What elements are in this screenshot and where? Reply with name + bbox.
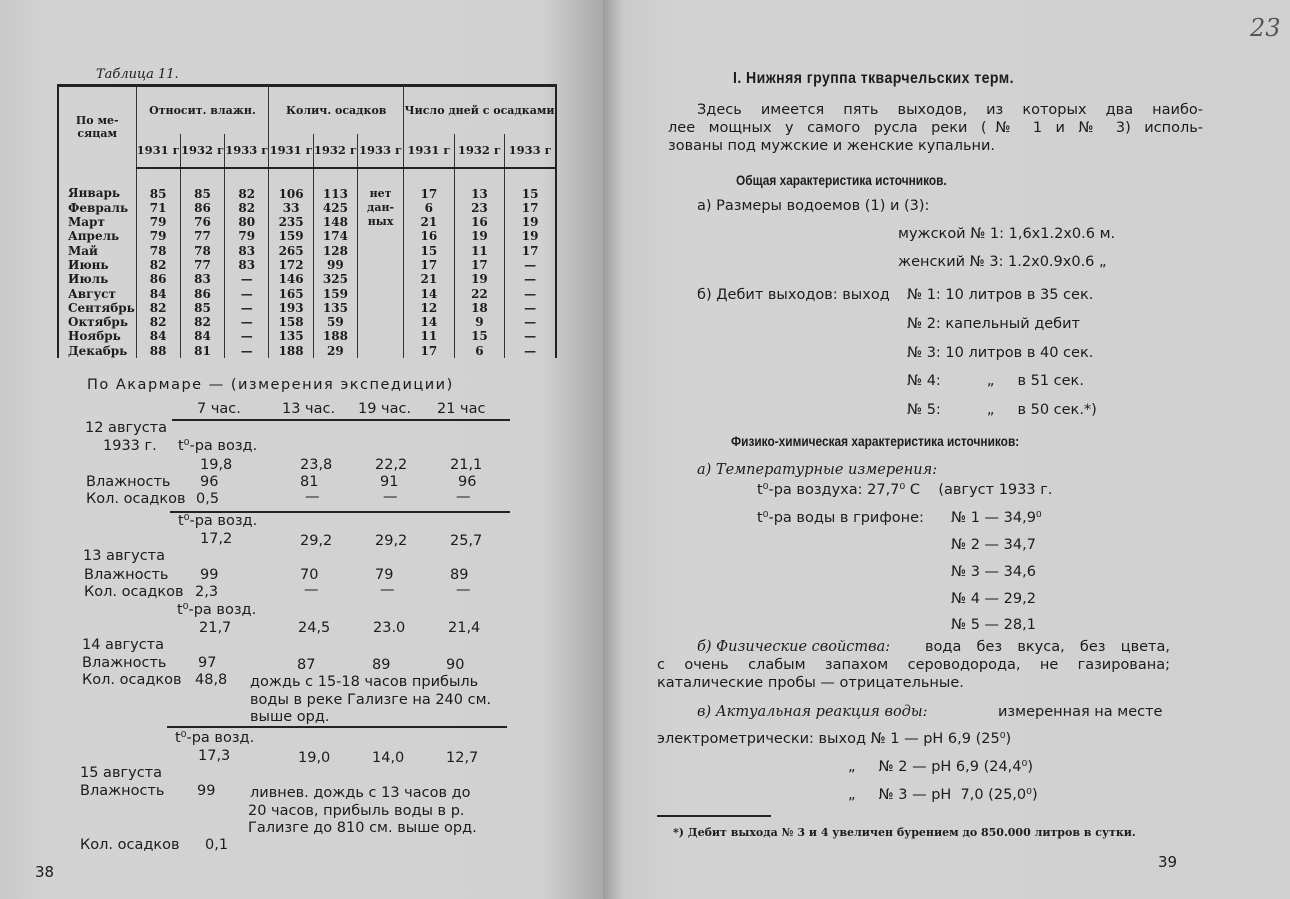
value-cell: 148	[313, 215, 357, 229]
value-cell: 85	[180, 301, 224, 315]
month-cell: Февраль	[58, 201, 136, 215]
value: 21,7	[199, 620, 232, 636]
no-data-cell: нет дан-ных	[358, 168, 404, 359]
value-cell: —	[505, 301, 556, 315]
value-cell: 17	[505, 244, 556, 258]
humidity-label: Влажность	[86, 474, 171, 490]
value-cell: 135	[269, 329, 313, 343]
value: 12,7	[446, 750, 479, 766]
value-cell: 86	[180, 201, 224, 215]
value-cell: —	[505, 315, 556, 329]
value-cell: 106	[269, 168, 313, 201]
month-cell: Март	[58, 215, 136, 229]
value-cell: 17	[404, 344, 455, 358]
air-temp: t⁰-ра воздуха: 27,7⁰ С (август 1933 г.	[757, 482, 1053, 498]
value-cell: 325	[313, 272, 357, 286]
value-cell: 235	[269, 215, 313, 229]
temp-measure-label: а) Температурные измерения:	[697, 462, 938, 478]
value-cell: —	[225, 344, 269, 358]
value-cell: 83	[180, 272, 224, 286]
dash: —	[456, 582, 471, 598]
date-label: 13 августа	[83, 548, 165, 564]
value-cell: 17	[505, 201, 556, 215]
physical-line: с очень слабым запахом сероводорода, не газирована;	[657, 657, 1170, 673]
value: 0,1	[205, 837, 229, 853]
value: 99	[197, 783, 216, 799]
value-cell: 78	[180, 244, 224, 258]
value: 87	[297, 657, 316, 673]
value-cell: 188	[269, 344, 313, 358]
physical-label: б) Физические свойства:	[697, 639, 891, 655]
intro-line: Здесь имеется пять выходов, из которых два наибо-	[697, 102, 1203, 118]
year-header: 1933 г	[505, 134, 556, 168]
value: 79	[375, 567, 394, 583]
value: 21,1	[450, 457, 483, 473]
table-body	[58, 168, 556, 359]
value-cell: 17	[404, 258, 455, 272]
year-label: 1933 г.	[103, 438, 157, 454]
value-cell: 16	[454, 215, 505, 229]
value-cell: 83	[225, 258, 269, 272]
value-cell: 59	[313, 315, 357, 329]
water-temp-item: № 1 — 34,9⁰	[951, 510, 1042, 526]
value-cell: 82	[136, 315, 180, 329]
footnote-divider	[657, 815, 771, 817]
general-heading: Общая характеристика источников.	[736, 173, 947, 188]
value-cell: 86	[136, 272, 180, 286]
temp-label: t⁰-ра возд.	[175, 730, 255, 746]
right-page	[603, 0, 1290, 899]
precip-label: Кол. осадков	[82, 672, 182, 688]
sizes-label: а) Размеры водоемов (1) и (3):	[697, 198, 930, 214]
hour-header: 19 час.	[358, 401, 412, 417]
climate-table	[57, 84, 557, 358]
intro-line: лее мощных у самого русла реки (№ 1 и № 3) исполь-	[668, 120, 1203, 136]
value-cell: 15	[454, 329, 505, 343]
precip-label: Кол. осадков	[84, 584, 184, 600]
intro-line: зованы под мужские и женские купальни.	[668, 138, 996, 154]
value-cell: —	[505, 329, 556, 343]
value-cell: 159	[269, 229, 313, 243]
year-header: 1931 г	[136, 134, 180, 168]
year-header: 1932 г	[180, 134, 224, 168]
value-cell: 17	[404, 168, 455, 201]
value-cell: 17	[454, 258, 505, 272]
section-title: I. Нижняя группа ткварчельских терм.	[733, 70, 1014, 87]
value: 19,0	[298, 750, 331, 766]
divider	[167, 726, 507, 728]
value: 24,5	[298, 620, 331, 636]
divider	[172, 419, 510, 421]
note-line: выше орд.	[250, 709, 330, 725]
date-label: 14 августа	[82, 637, 164, 653]
value-cell: 19	[454, 229, 505, 243]
temp-label: t⁰-ра возд.	[178, 513, 258, 529]
month-header: По ме-сяцам	[58, 86, 136, 168]
value-cell: —	[505, 272, 556, 286]
value: 23,8	[300, 457, 333, 473]
note-line: дождь с 15-18 часов прибыль	[250, 674, 479, 690]
note-line: 20 часов, прибыль воды в р.	[248, 803, 465, 819]
value: 48,8	[195, 672, 228, 688]
value-cell: 76	[180, 215, 224, 229]
value-cell: 79	[225, 229, 269, 243]
group-header-precipitation: Колич. осадков	[269, 86, 404, 134]
value-cell: 86	[180, 287, 224, 301]
value-cell: —	[225, 287, 269, 301]
value-cell: 425	[313, 201, 357, 215]
month-cell: Январь	[58, 168, 136, 201]
value-cell: 193	[269, 301, 313, 315]
debit-item: № 4: „ в 51 сек.	[907, 373, 1084, 389]
debit-item: № 2: капельный дебит	[907, 316, 1080, 332]
dash: —	[305, 489, 320, 505]
hour-header: 7 час.	[197, 401, 241, 417]
value-cell: 82	[225, 168, 269, 201]
date-label: 15 августа	[80, 765, 162, 781]
year-header: 1931 г	[404, 134, 455, 168]
value-cell: 79	[136, 215, 180, 229]
value-cell: 29	[313, 344, 357, 358]
value-cell: 85	[180, 168, 224, 201]
value-cell: 6	[404, 201, 455, 215]
reaction-line: электрометрически: выход № 1 — pH 6,9 (25⁰)	[657, 731, 1012, 747]
value: 99	[200, 567, 219, 583]
table-title: Таблица 11.	[96, 67, 179, 82]
value: 29,2	[375, 533, 408, 549]
value-cell: 82	[180, 315, 224, 329]
year-header: 1933 г	[358, 134, 404, 168]
size-item: женский № 3: 1.2х0.9х0.6 „	[898, 254, 1107, 270]
value-cell: 11	[454, 244, 505, 258]
value: 29,2	[300, 533, 333, 549]
dash: —	[383, 489, 398, 505]
reaction-line: измеренная на месте	[998, 704, 1163, 720]
debit-item: № 3: 10 литров в 40 сек.	[907, 345, 1094, 361]
value: 90	[446, 657, 465, 673]
value-cell: 77	[180, 229, 224, 243]
month-cell: Июль	[58, 272, 136, 286]
precip-label: Кол. осадков	[86, 491, 186, 507]
table-row	[58, 287, 556, 301]
value-cell: 172	[269, 258, 313, 272]
value-cell: 79	[136, 229, 180, 243]
value-cell: 84	[136, 329, 180, 343]
temp-label: t⁰-ра возд.	[178, 438, 258, 454]
dash: —	[456, 489, 471, 505]
note-line: Гализге до 810 см. выше орд.	[248, 820, 477, 836]
expedition-title: По Акармаре — (измерения экспедиции)	[87, 377, 454, 393]
value-cell: 82	[225, 201, 269, 215]
value-cell: 165	[269, 287, 313, 301]
value-cell: 13	[454, 168, 505, 201]
table-row	[58, 329, 556, 343]
value: 89	[450, 567, 469, 583]
value-cell: 6	[454, 344, 505, 358]
value: 19,8	[200, 457, 233, 473]
page-number: 39	[1158, 853, 1178, 871]
value-cell: 188	[313, 329, 357, 343]
value-cell: 19	[505, 215, 556, 229]
humidity-label: Влажность	[84, 567, 169, 583]
hour-header: 21 час	[437, 401, 486, 417]
value-cell: 174	[313, 229, 357, 243]
value-cell: —	[225, 272, 269, 286]
value-cell: 11	[404, 329, 455, 343]
value-cell: 265	[269, 244, 313, 258]
value-cell: 16	[404, 229, 455, 243]
value: 0,5	[196, 491, 220, 507]
value-cell: 113	[313, 168, 357, 201]
month-cell: Октябрь	[58, 315, 136, 329]
table-row	[58, 344, 556, 358]
group-header-humidity: Относит. влажн.	[136, 86, 269, 134]
size-item: мужской № 1: 1,6х1.2х0.6 м.	[898, 226, 1116, 242]
water-temp-item: № 5 — 28,1	[951, 617, 1036, 633]
value: 96	[200, 474, 219, 490]
value-cell: 82	[136, 301, 180, 315]
table-row	[58, 258, 556, 272]
value-cell: 82	[136, 258, 180, 272]
value-cell: 21	[404, 272, 455, 286]
value-cell: 78	[136, 244, 180, 258]
value-cell: 23	[454, 201, 505, 215]
value-cell: 14	[404, 287, 455, 301]
value-cell: 158	[269, 315, 313, 329]
year-header: 1932 г	[313, 134, 357, 168]
value-cell: 135	[313, 301, 357, 315]
value: 81	[300, 474, 319, 490]
month-cell: Июнь	[58, 258, 136, 272]
table-row	[58, 272, 556, 286]
handwritten-page-number: 23	[1250, 14, 1281, 42]
group-header-rain-days: Число дней с осадками	[404, 86, 556, 134]
value-cell: —	[505, 258, 556, 272]
value-cell: —	[225, 301, 269, 315]
value: 23.0	[373, 620, 406, 636]
value: 91	[380, 474, 399, 490]
table-row	[58, 168, 556, 201]
value-cell: 81	[180, 344, 224, 358]
value-cell: —	[505, 344, 556, 358]
humidity-label: Влажность	[82, 655, 167, 671]
value: 2,3	[195, 584, 219, 600]
table-row	[58, 244, 556, 258]
value-cell: 14	[404, 315, 455, 329]
month-cell: Август	[58, 287, 136, 301]
page-number: 38	[35, 863, 55, 881]
water-temp-item: № 3 — 34,6	[951, 564, 1036, 580]
value-cell: 19	[454, 272, 505, 286]
dash: —	[304, 582, 319, 598]
dash: —	[380, 582, 395, 598]
debit-item: № 5: „ в 50 сек.*)	[907, 402, 1097, 418]
value-cell: —	[505, 287, 556, 301]
physchem-heading: Физико-химическая характеристика источников:	[731, 434, 1020, 449]
value: 97	[198, 655, 217, 671]
table-row	[58, 229, 556, 243]
value-cell: 21	[404, 215, 455, 229]
table-row	[58, 215, 556, 229]
value: 14,0	[372, 750, 405, 766]
value-cell: 15	[404, 244, 455, 258]
year-header: 1931 г	[269, 134, 313, 168]
value-cell: 84	[180, 329, 224, 343]
reaction-label: в) Актуальная реакция воды:	[697, 704, 928, 720]
value-cell: 85	[136, 168, 180, 201]
value: 17,2	[200, 531, 233, 547]
month-cell: Ноябрь	[58, 329, 136, 343]
physical-line: вода без вкуса, без цвета,	[925, 639, 1170, 655]
value-cell: 80	[225, 215, 269, 229]
month-cell: Декабрь	[58, 344, 136, 358]
value-cell: 77	[180, 258, 224, 272]
value: 17,3	[198, 748, 231, 764]
value-cell: 128	[313, 244, 357, 258]
value-cell: 146	[269, 272, 313, 286]
value-cell: 18	[454, 301, 505, 315]
table-row	[58, 301, 556, 315]
value: 96	[458, 474, 477, 490]
month-cell: Сентябрь	[58, 301, 136, 315]
value: 21,4	[448, 620, 481, 636]
value-cell: —	[225, 315, 269, 329]
value-cell: 71	[136, 201, 180, 215]
month-cell: Апрель	[58, 229, 136, 243]
note-line: воды в реке Гализге на 240 см.	[250, 692, 492, 708]
debit-label: б) Дебит выходов: выход	[697, 287, 890, 303]
value-cell: 84	[136, 287, 180, 301]
value: 89	[372, 657, 391, 673]
value-cell: 15	[505, 168, 556, 201]
water-temp-label: t⁰-ра воды в грифоне:	[757, 510, 924, 526]
value-cell: 12	[404, 301, 455, 315]
value-cell: 19	[505, 229, 556, 243]
left-page	[0, 0, 603, 899]
footnote: *) Дебит выхода № 3 и 4 увеличен бурением до 850.000 литров в сутки.	[673, 826, 1136, 839]
hour-header: 13 час.	[282, 401, 336, 417]
year-header: 1932 г	[454, 134, 505, 168]
value: 70	[300, 567, 319, 583]
value-cell: 22	[454, 287, 505, 301]
year-header: 1933 г	[225, 134, 269, 168]
temp-label: t⁰-ра возд.	[177, 602, 257, 618]
humidity-label: Влажность	[80, 783, 165, 799]
water-temp-item: № 2 — 34,7	[951, 537, 1036, 553]
value-cell: 33	[269, 201, 313, 215]
value: 25,7	[450, 533, 483, 549]
table-row	[58, 201, 556, 215]
reaction-line: „ № 3 — pH 7,0 (25,0⁰)	[848, 787, 1038, 803]
date-label: 12 августа	[85, 420, 167, 436]
debit-item: № 1: 10 литров в 35 сек.	[907, 287, 1094, 303]
value-cell: 159	[313, 287, 357, 301]
value: 22,2	[375, 457, 408, 473]
water-temp-item: № 4 — 29,2	[951, 591, 1036, 607]
precip-label: Кол. осадков	[80, 837, 180, 853]
value-cell: 83	[225, 244, 269, 258]
value-cell: 88	[136, 344, 180, 358]
value-cell: 99	[313, 258, 357, 272]
value-cell: 9	[454, 315, 505, 329]
value-cell: —	[225, 329, 269, 343]
table-row	[58, 315, 556, 329]
month-cell: Май	[58, 244, 136, 258]
note-line: ливнев. дождь с 13 часов до	[250, 785, 471, 801]
reaction-line: „ № 2 — pH 6,9 (24,4⁰)	[848, 759, 1033, 775]
physical-line: каталические пробы — отрицательные.	[657, 675, 964, 691]
